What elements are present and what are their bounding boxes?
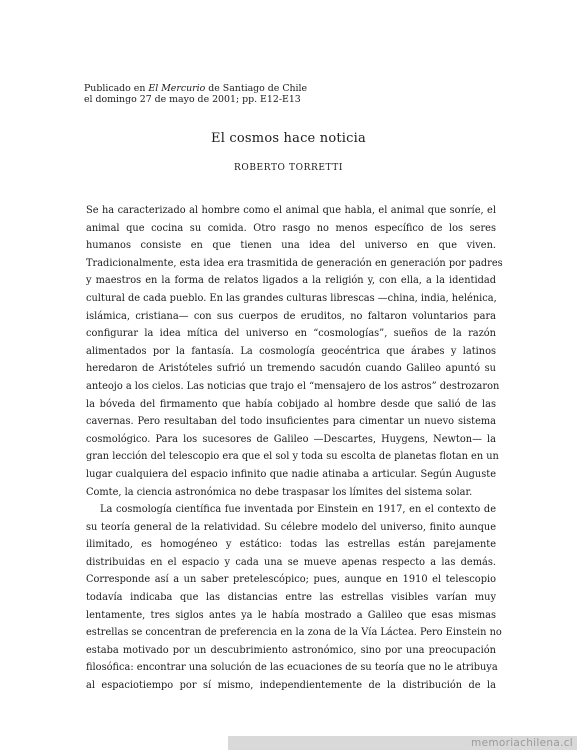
article-body	[86, 202, 503, 695]
source-prefix: Publicado en	[84, 83, 149, 94]
text-line: lentamente, tres siglos antes ya le había mostrado a Galileo que esas mismas	[86, 609, 496, 621]
text-line: distribuidas en el espacio y cada una se mueve apenas respecto a las demás.	[86, 556, 496, 568]
text-line: alimentados por la fantasía. La cosmología geocéntrica que árabes y latinos	[86, 345, 496, 357]
text-line: su teoría general de la relatividad. Su célebre modelo del universo, finito aunque	[86, 521, 496, 533]
text-line: ilimitado, es homogéneo y estático: todas las estrellas están parejamente	[86, 539, 496, 551]
publication-source	[84, 83, 307, 105]
text-line: al espaciotiempo por sí mismo, independientemente de la distribución de la	[86, 680, 496, 692]
publication-name: El Mercurio	[148, 83, 206, 94]
text-line: filosófica: encontrar una solución de las ecuaciones de su teoría que no le atribuya	[86, 662, 498, 674]
text-line: la bóveda del firmamento que había cobijado al hombre desde que salió de las	[86, 398, 496, 410]
text-line: Comte, la ciencia astronómica no debe traspasar los límites del sistema solar.	[86, 486, 473, 498]
text-line: cultural de cada pueblo. En las grandes culturas librescas —china, india, helénica,	[86, 292, 497, 304]
text-line: anteojo a los cielos. Las noticias que trajo el “mensajero de los astros” destrozaron	[86, 380, 500, 392]
text-line: configurar la idea mítica del universo en “cosmologías”, sueños de la razón	[86, 328, 496, 340]
watermark-bar	[228, 736, 577, 750]
paragraph-2	[86, 501, 502, 695]
text-line: islámica, cristiana— con sus cuerpos de eruditos, no faltaron voluntarios para	[86, 310, 496, 322]
text-line: todavía indicaba que las distancias entre las estrellas visibles varían muy	[86, 592, 496, 604]
article-author: ROBERTO TORRETTI	[233, 163, 344, 173]
text-line: heredaron de Aristóteles sufrió un tremendo sacudón cuando Galileo apuntó su	[86, 363, 496, 375]
text-line: Tradicionalmente, esta idea era trasmitida de generación en generación por padres	[86, 257, 503, 269]
paragraph-1	[86, 202, 503, 501]
text-line: humanos consiste en que tienen una idea del universo en que viven.	[86, 240, 496, 252]
text-line: animal que cocina su comida. Otro rasgo no menos específico de los seres	[86, 222, 496, 234]
text-line: gran lección del telescopio era que el sol y toda su escolta de planetas flotan en un	[86, 451, 499, 463]
text-line: Se ha caracterizado al hombre como el animal que habla, el animal que sonríe, el	[86, 205, 496, 216]
text-line: lugar cualquiera del espacio infinito que nadie atinaba a articular. Según Auguste	[86, 468, 496, 480]
text-line: y maestros en la forma de relatos ligados a la religión y, con ella, a la identidad	[86, 275, 496, 287]
watermark-text: memoriachilena.cl	[471, 737, 573, 749]
source-suffix: de Santiago de Chile	[205, 83, 308, 94]
source-line-2: el domingo 27 de mayo de 2001; pp. E12-E13	[84, 94, 301, 105]
text-line: cavernas. Pero resultaban del todo insuficientes para cimentar un nuevo sistema	[86, 416, 496, 428]
text-line: estrellas se concentran de preferencia en la zona de la Vía Láctea. Pero Einstein no	[86, 627, 502, 639]
article-title: El cosmos hace noticia	[211, 131, 366, 146]
source-line-1	[84, 83, 307, 94]
text-line: cosmológico. Para los sucesores de Galileo —Descartes, Huygens, Newton— la	[86, 433, 496, 445]
text-line: estaba motivado por un descubrimiento astronómico, sino por una preocupación	[86, 644, 496, 656]
text-line: La cosmología científica fue inventada por Einstein en 1917, en el contexto de	[100, 504, 496, 516]
text-line: Corresponde así a un saber pretelescópico; pues, aunque en 1910 el telescopio	[86, 574, 496, 586]
